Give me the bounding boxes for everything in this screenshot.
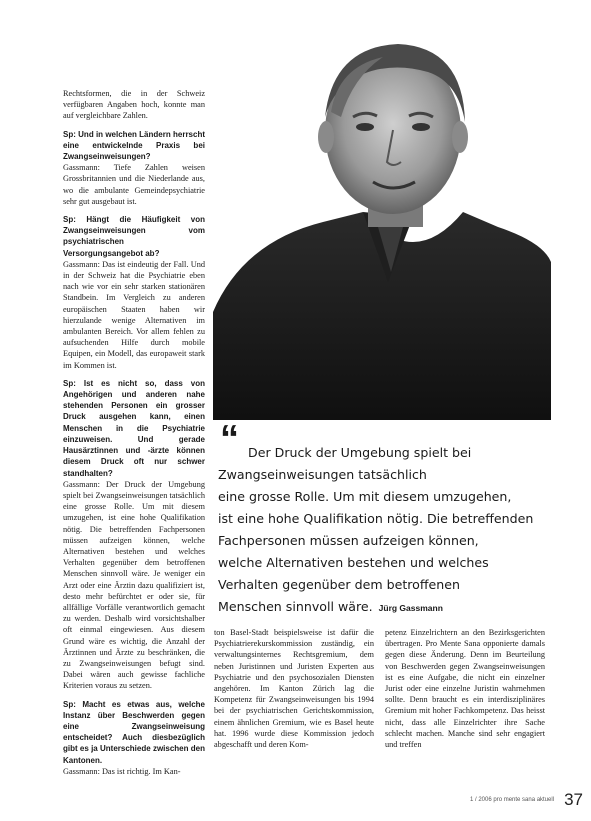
pull-quote-line: Verhalten gegenüber dem betroffenen (218, 577, 461, 592)
page-number: 37 (564, 790, 583, 809)
paragraph: Gassmann: Der Druck der Umgebung spielt bei Zwangseinweisungen tatsächlich eine grosse Rolle. Um mit diesem umzugehen, ist eine hohe Qualifikation nötig. Die betreffenden Fachpersonen müssen aufzeigen können, welche Alternativen bestehen und welches Verhalten gegenüber dem betroffenen Menschen sinnvoll wäre. Je weniger ein Arzt oder eine Ärztin dazu qualifiziert ist, desto mehr befürchtet er oder sie, für allfällige Vorfälle verantwortlich gemacht zu werden. Deshalb wird vorsichtshalber oft einmal eingewiesen. Aus diesem Grund wäre es wichtig, die Anzahl der Ärztinnen und Ärzte zu beschränken, die zu Zwangseinweisungen befugt sind. Dabei wären auch gewisse fachliche Kriterien voraus zu setzen. (63, 479, 205, 691)
interview-question: Sp: Hängt die Häufigkeit von Zwangseinweisungen vom psychiatrischen Versorgungsangebot ab? (63, 215, 205, 258)
right-text-column (385, 627, 545, 750)
middle-text-column (214, 627, 374, 750)
pull-quote-last-line (218, 599, 443, 616)
left-text-column (63, 88, 205, 777)
pull-quote-line: Menschen sinnvoll wäre. (218, 599, 373, 614)
interview-question: Sp: Ist es nicht so, dass von Angehörigen und anderen nahe stehenden Personen ein grosser Druck ausgehen kann, einen Menschen in die Psychiatrie einzuweisen. Und gerade Hausärztinnen und -ärzte können diesem Druck oft nur schwer standhalten? (63, 378, 205, 478)
pull-quote-line: eine grosse Rolle. Um mit diesem umzugehen, (218, 489, 512, 504)
interview-question: Sp: Und in welchen Ländern herrscht eine entwickelnde Praxis bei Zwangseinweisungen? (63, 129, 205, 162)
paragraph: Rechtsformen, die in der Schweiz verfügbaren Angaben hoch, konnte man auf vergleichbare Zahlen. (63, 89, 205, 121)
quote-mark-icon: “ (220, 418, 239, 460)
portrait-photo (213, 22, 551, 450)
paragraph: Gassmann: Tiefe Zahlen weisen Grossbritannien und die Niederlande aus, wo die ambulante Gemeindepsychiatrie sehr gut ausgebaut ist. (63, 163, 205, 206)
pull-quote-line: ist eine hohe Qualifikation nötig. Die betreffenden (218, 511, 534, 526)
magazine-label: 1 / 2006 pro mente sana aktuell (470, 797, 555, 803)
paragraph: petenz Einzelrichtern an den Bezirksgerichten übertragen. Pro Mente Sana opponierte damals gegen diese Änderung. Denn im Beurteilung von Beschwerden gegen Zwangseinweisungen ist es eine Aufgabe, die nicht ein einzelner Jurist oder eine einzelne Juristin wahrnehmen sollte. Denn braucht es ein interdisziplinäres Gremium mit hoher Fachkompetenz. Das heisst nicht, dass alle Einzelrichter ihre Sache schlecht machen. Manche sind sehr engagiert und treffen (385, 628, 545, 750)
paragraph: Gassmann: Das ist eindeutig der Fall. Und in der Schweiz hat die Psychiatrie eben nach wie vor ein sehr starken stationären Standbein. Im Vergleich zu anderen europäischen Staaten haben wir hierzulande wenige Alternativen im ambulanten Bereich. Vor allem fehlen zu aufsuchenden Hilfe durch mobile Equipen, ein Modell, das europaweit stark im Kommen ist. (63, 259, 205, 370)
pull-quote-line: Fachpersonen müssen aufzeigen können, (218, 533, 479, 548)
paragraph: Gassmann: Das ist richtig. Im Kan- (63, 766, 181, 776)
paragraph: ton Basel-Stadt beispielsweise ist dafür die Psychiatrierekurskommission zuständig, ein verwaltungsinternes Rechtsgremium, dem neben Juristinnen und Juristen Experten aus Psychiatrie und den psychosozialen Diensten angehören. Im Kanton Zürich lag die Kompetenz für Zwangseinweisungen bis 1994 bei der psychiatrischen Gerichtskommission, einem ähnlichen Gremium, wie es Basel heute hat. 1996 wurde diese Kommission jedoch abgeschafft und deren Kom- (214, 628, 374, 750)
pull-quote-line: welche Alternativen bestehen und welches (218, 555, 489, 570)
pull-quote-line: Zwangseinweisungen tatsächlich (218, 467, 427, 482)
pull-quote-line: Der Druck der Umgebung spielt bei (248, 445, 472, 460)
quote-author: Jürg Gassmann (378, 603, 443, 613)
interview-question: Sp: Macht es etwas aus, welche Instanz über Beschwerden gegen eine Zwangseinweisung entscheidet? Auch diesbezüglich gibt es ja Unterschiede zwischen den Kantonen. (63, 699, 205, 765)
page-footer (470, 790, 583, 810)
